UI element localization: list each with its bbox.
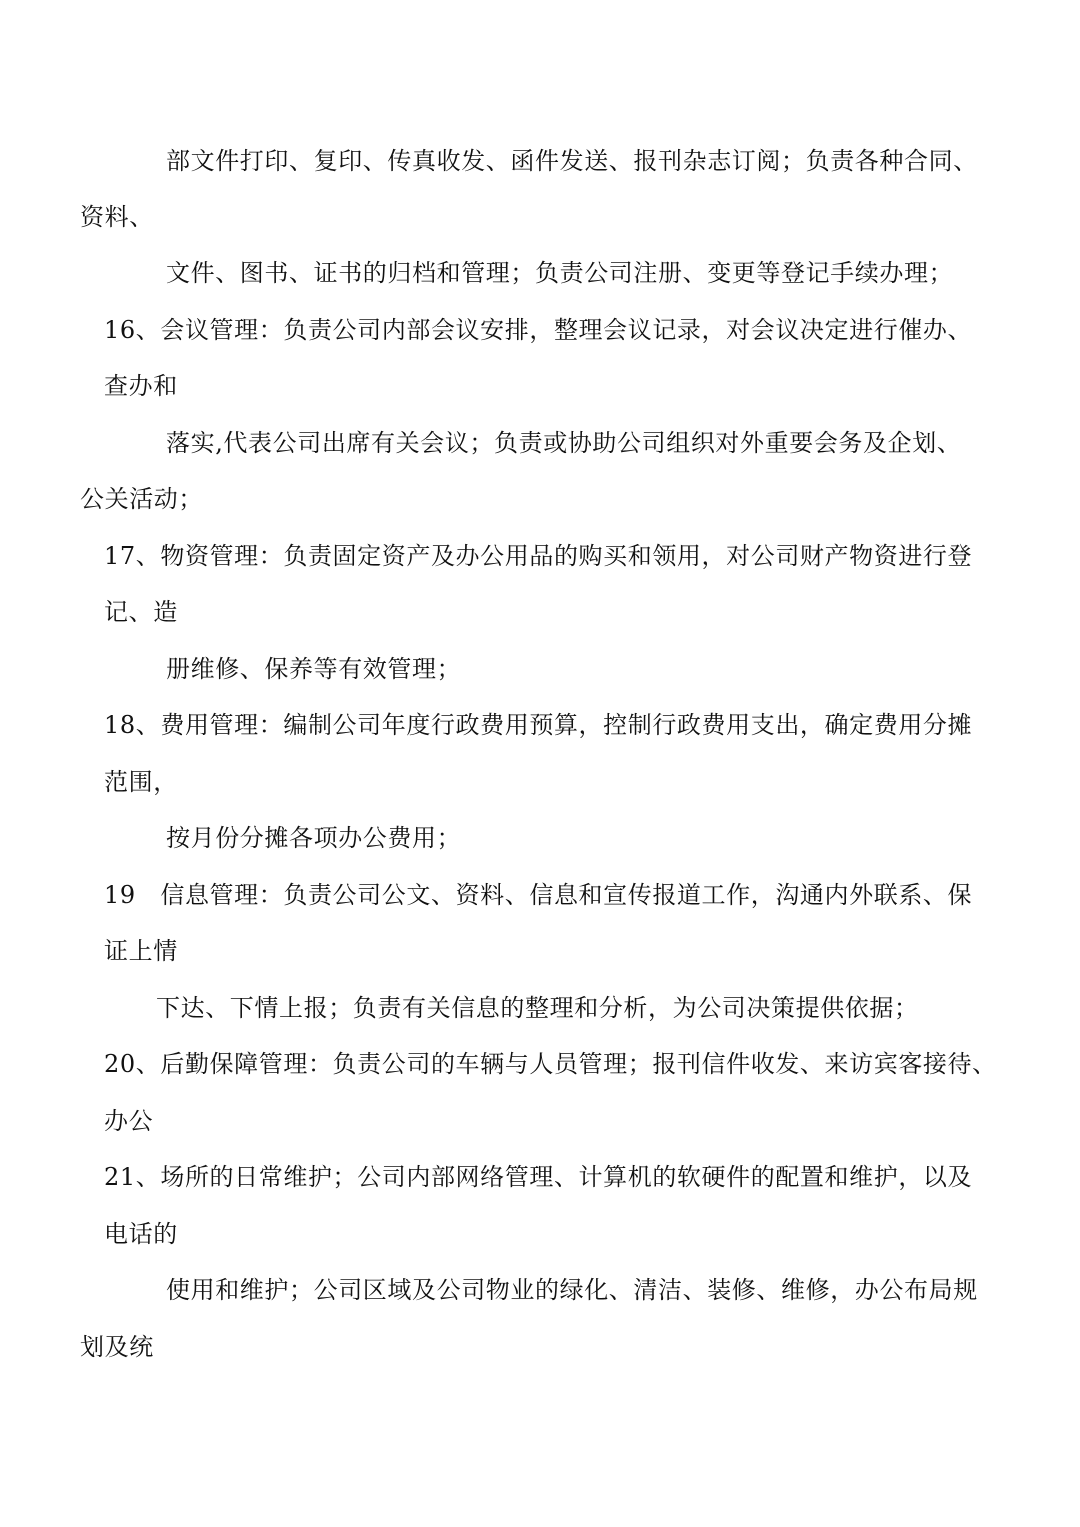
text-line: 记、造 <box>104 598 178 626</box>
text-line: 按月份分摊各项办公费用； <box>166 824 462 852</box>
text-line: 册维修、保养等有效管理； <box>166 655 462 683</box>
text-line: 划及统 <box>80 1333 154 1361</box>
text-line: 下达、下情上报；负责有关信息的整理和分析，为公司决策提供依据； <box>156 994 919 1022</box>
text-line: 范围， <box>104 768 178 796</box>
text-line: 证上情 <box>104 937 178 965</box>
text-line: 21、场所的日常维护；公司内部网络管理、计算机的软硬件的配置和维护，以及 <box>104 1163 973 1191</box>
text-line: 17、物资管理：负责固定资产及办公用品的购买和领用，对公司财产物资进行登 <box>104 542 973 570</box>
text-line: 文件、图书、证书的归档和管理；负责公司注册、变更等登记手续办理； <box>166 259 954 287</box>
text-line: 19 信息管理：负责公司公文、资料、信息和宣传报道工作，沟通内外联系、保 <box>104 881 973 909</box>
text-line: 办公 <box>104 1107 154 1135</box>
text-line: 部文件打印、复印、传真收发、函件发送、报刊杂志订阅；负责各种合同、 <box>166 147 978 175</box>
text-line: 资料、 <box>80 203 154 231</box>
text-line: 落实,代表公司出席有关会议；负责或协助公司组织对外重要会务及企划、 <box>166 429 962 457</box>
text-line: 使用和维护；公司区域及公司物业的绿化、清洁、装修、维修，办公布局规 <box>166 1276 978 1304</box>
text-line: 16、会议管理：负责公司内部会议安排，整理会议记录，对会议决定进行催办、 <box>104 316 973 344</box>
text-line: 查办和 <box>104 372 178 400</box>
text-line: 18、费用管理：编制公司年度行政费用预算，控制行政费用支出，确定费用分摊 <box>104 711 973 739</box>
text-line: 20、后勤保障管理：负责公司的车辆与人员管理；报刊信件收发、来访宾客接待、 <box>104 1050 997 1078</box>
text-line: 电话的 <box>104 1220 178 1248</box>
text-line: 公关活动； <box>80 485 203 513</box>
